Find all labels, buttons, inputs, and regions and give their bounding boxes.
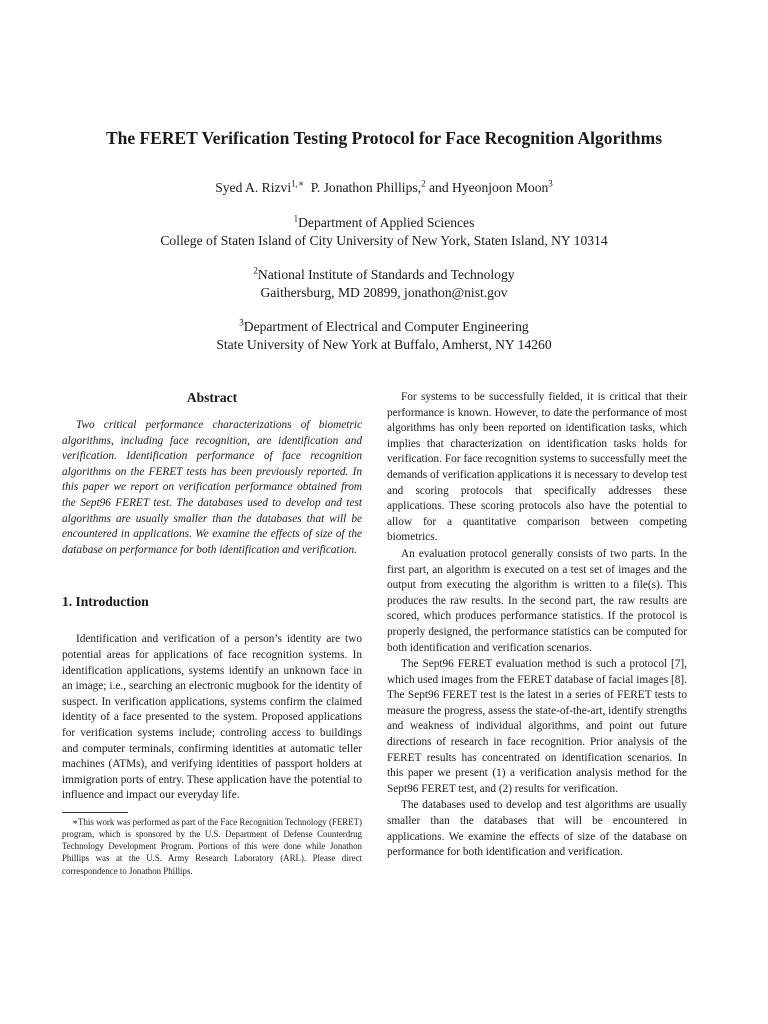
affiliation-sup: 2	[253, 265, 258, 276]
affiliation-sup: 3	[239, 317, 244, 328]
body-paragraph: The databases used to develop and test algorithms are usually smaller than the databases that will be encountered in applications. We examine the effects of size of the database on performance for both identification and verification.	[387, 799, 687, 859]
affiliation-address: State University of New York at Buffalo, Amherst, NY 14260	[216, 337, 552, 352]
body-paragraph: For systems to be successfully fielded, it is critical that their performance is known. However, to date the performance of most algorithms has only been reported on identification tasks, which implies that characterization on identification tasks holds for verification. For face recognition systems to successfully meet the demands of verification applications it is necessary to develop test and scoring protocols that specifically addresses these applications. These scoring protocols also have the potential to allow for a quantitative comparison between competing biometrics.	[387, 391, 687, 544]
affiliation-sup: 1	[293, 213, 299, 224]
author-sup: 2	[421, 178, 426, 189]
body-paragraph: The Sept96 FERET evaluation method is such a protocol [7], which used images from the FERET database of facial images [8]. The Sept96 FERET test is the latest in a series of FERET tests to measure the progress, assess the state-of-the-art, identify strengths and weakness of individual algorithms, and point out future directions of research in face recognition. Prior analysis of the FERET results has concentrated on identification scenarios. In this paper we present (1) a verification analysis method for the Sept96 FERET test, and (2) results for verification.	[387, 658, 688, 795]
intro-paragraph: Identification and verification of a person’s identity are two potential areas for applications of face recognition systems. In identification applications, systems identify an unknown face in an image; i.e., searching an electronic mugbook for the identity of suspect. In verification applications, systems confirm the claimed identity of a face presented to the system. Proposed applications for verification systems include; controling access to buildings and computer terminals, confirming identities at automatic teller machines (ATMs), and verifying identities of passport holders at immigration ports of entry. These application have the potential to influence and impact our everyday life.	[62, 633, 362, 802]
body-paragraph: An evaluation protocol generally consists of two parts. In the first part, an algorithm is executed on a test set of images and the output from executing the algorithm is written to a file(s). This produces the raw results. In the second part, the raw results are scored, which produces performance statistics. If the protocol is properly designed, the performance statistics can be computed for both identification and verification scenarios.	[387, 547, 687, 654]
affiliation-dept: National Institute of Standards and Technology	[257, 267, 515, 282]
affiliation-dept: Department of Electrical and Computer Engineering	[243, 319, 529, 334]
affiliation-address: Gaithersburg, MD 20899, jonathon@nist.gov	[260, 285, 508, 300]
section-heading-introduction: 1. Introduction	[62, 594, 149, 610]
affiliation-address: College of Staten Island of City University of New York, Staten Island, NY 10314	[160, 233, 608, 248]
author-name: Syed A. Rizvi	[215, 180, 292, 195]
affiliation-1	[0, 214, 768, 250]
right-column	[387, 390, 687, 862]
author-name: P. Jonathon Phillips,	[310, 180, 422, 195]
affiliation-2	[0, 266, 768, 302]
footnote: ∗This work was performed as part of the Face Recognition Technology (FERET) program, which is sponsored by the U.S. Department of Defense Counterdrug Technology Development Program. Portions of this were done while Jonathon Phillips was at the U.S. Army Research Laboratory (ARL). Please direct correspondence to Jonathon Phillips.	[62, 816, 362, 876]
author-sup: 1,∗	[291, 178, 304, 189]
abstract-text: Two critical performance characterizations of biometric algorithms, including face recognition, are identification and verification. Identification performance of face recognition algorithms on the FERET tests has been previously reported. In this paper we report on verification performance obtained from the Sept96 FERET test. The databases used to develop and test algorithms are usually smaller than the databases that will be encountered in applications. We examine the effects of size of the database on performance for both identification and verification.	[62, 419, 362, 556]
author-sup: 3	[548, 178, 553, 189]
paper-title: The FERET Verification Testing Protocol for Face Recognition Algorithms	[105, 128, 663, 148]
footnote-rule	[62, 812, 128, 813]
author-list	[0, 180, 768, 196]
affiliation-3	[0, 318, 768, 354]
abstract-heading: Abstract	[186, 390, 238, 405]
left-column	[62, 390, 362, 877]
affiliation-dept: Department of Applied Sciences	[298, 215, 475, 230]
author-name: and Hyeonjoon Moon	[428, 180, 549, 195]
